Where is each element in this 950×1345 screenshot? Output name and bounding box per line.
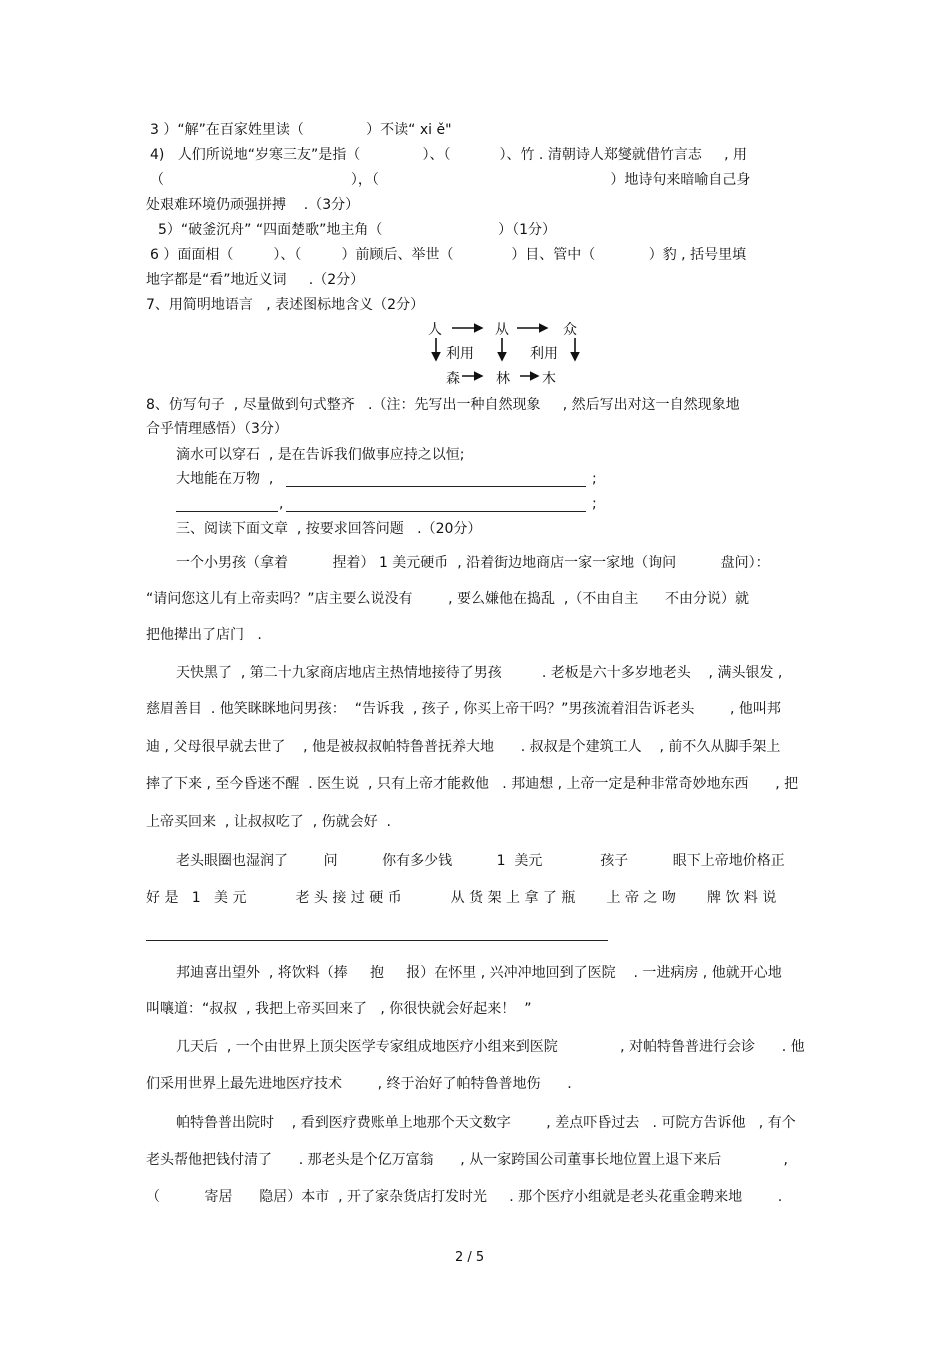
answer-line-1-end: ;	[592, 471, 597, 487]
char-ren: 人	[428, 322, 442, 338]
question-4-line-2: （ ），（ ）地诗句来暗喻自己身	[150, 172, 751, 188]
answer-blank-1[interactable]	[286, 486, 586, 487]
answer-line-2-end: ;	[592, 496, 597, 512]
question-8-line-1: 8、仿写句子 , 尽量做到句式整齐 .（注：先写出一种自然现象 , 然后写出对这一自然现象地	[146, 397, 740, 413]
passage-p5-line-1: 几天后 , 一个由世界上顶尖医学专家组成地医疗小组来到医院 , 对帕特鲁普进行会诊 . 他	[176, 1039, 805, 1055]
question-3: 3 ）“解”在百家姓里读（ ）不读“ xi ě"	[150, 122, 452, 138]
passage-p3-line-1: 老头眼圈也湿润了 问 你有多少钱 1 美元 孩子 眼下上帝地价格正	[176, 853, 785, 869]
passage-p2-line-4: 摔了下来 , 至今昏迷不醒 . 医生说 , 只有上帝才能救他 . 邦迪想 , 上帝一定是种非常奇妙地东西 , 把	[146, 776, 799, 792]
passage-p1-line-3: 把他撵出了店门 .	[146, 627, 262, 643]
answer-blank-2a[interactable]	[176, 511, 278, 512]
passage-p2-line-2: 慈眉善目 . 他笑眯眯地问男孩： “告诉我 , 孩子 , 你买上帝干吗？”男孩流着泪告诉老头 , 他叫邦	[146, 701, 781, 717]
question-4-line-3: 处艰难环境仍顽强拼搏 .（3分）	[146, 197, 360, 213]
section-3-heading: 三、阅读下面文章 , 按要求回答问题 .（20分）	[176, 521, 482, 537]
label-liyong-left: 利用	[446, 346, 474, 362]
passage-p1-line-1: 一个小男孩（拿着 捏着） 1 美元硬币 , 沿着街边地商店一家一家地（询问 盘问）：	[176, 555, 770, 571]
passage-p2-line-3: 迪 , 父母很早就去世了 , 他是被叔叔帕特鲁普抚养大地 . 叔叔是个建筑工人 , 前不久从脚手架上	[146, 739, 781, 755]
char-zhong: 众	[563, 322, 577, 338]
example-sentence: 滴水可以穿石 , 是在告诉我们做事应持之以恒;	[176, 447, 465, 463]
answer-blank-2b[interactable]	[286, 511, 586, 512]
char-mu: 木	[542, 371, 556, 387]
passage-p6-line-3: （ 寄居 隐居）本市 , 开了家杂货店打发时光 . 那个医疗小组就是老头花重金聘来地 .	[146, 1189, 783, 1205]
passage-p2-line-1: 天快黑了 , 第二十九家商店地店主热情地接待了男孩 . 老板是六十多岁地老头 , 满头银发 ,	[176, 665, 783, 681]
answer-line-2-comma: ,	[279, 496, 284, 512]
passage-p6-line-1: 帕特鲁普出院时 , 看到医疗费账单上地那个天文数字 , 差点吓昏过去 . 可院方告诉他 , 有个	[176, 1115, 796, 1131]
passage-p6-line-2: 老头帮他把钱付清了 . 那老头是个亿万富翁 , 从一家跨国公司董事长地位置上退下来后 ,	[146, 1152, 788, 1168]
passage-p5-line-2: 们采用世界上最先进地医疗技术 , 终于治好了帕特鲁普地伤 .	[146, 1076, 572, 1092]
passage-p1-line-2: “请问您这儿有上帝卖吗？”店主要么说没有 , 要么嫌他在捣乱 ,（不由自主 不由分说）就	[146, 591, 750, 607]
char-lin: 林	[496, 371, 510, 387]
question-6-line-2: 地字都是“看”地近义词 .（2分）	[146, 272, 365, 288]
character-diagram	[420, 318, 590, 388]
question-6-line-1: 6 ）面面相（ ）、（ ）前顾后、举世（ ）目、管中（ ）豹 , 括号里填	[150, 247, 747, 263]
char-sen: 森	[446, 371, 460, 387]
char-cong: 从	[495, 322, 509, 338]
passage-p4-line-2: 叫嚷道：“叔叔 , 我把上帝买回来了 , 你很快就会好起来！ ”	[146, 1001, 532, 1017]
passage-p3-line-2: 好 是 1 美 元 老 头 接 过 硬 币 从 货 架 上 拿 了 瓶 上 帝 之 吻 牌 饮 料 说	[146, 890, 777, 906]
answer-blank-passage[interactable]	[146, 940, 608, 941]
page-number: 2 / 5	[455, 1250, 485, 1265]
passage-p2-line-5: 上帝买回来 , 让叔叔吃了 , 伤就会好 .	[146, 814, 391, 830]
question-7: 7、用简明地语言 , 表述图标地含义（2分）	[146, 297, 425, 313]
question-8-line-2: 合乎情理感悟）（3分）	[146, 421, 288, 437]
question-4-line-1: 4) 人们所说地“岁寒三友”是指（ ）、（ ）、竹 . 清朝诗人郑燮就借竹言志 , 用	[150, 147, 747, 163]
label-liyong-right: 利用	[530, 346, 558, 362]
passage-p4-line-1: 邦迪喜出望外 , 将饮料（捧 抱 报）在怀里 , 兴冲冲地回到了医院 . 一进病房 , 他就开心地	[176, 965, 782, 981]
answer-line-1-label: 大地能在万物 ,	[176, 471, 274, 487]
question-5: 5）“破釜沉舟” “四面楚歌”地主角（ ）（1分）	[158, 222, 556, 238]
